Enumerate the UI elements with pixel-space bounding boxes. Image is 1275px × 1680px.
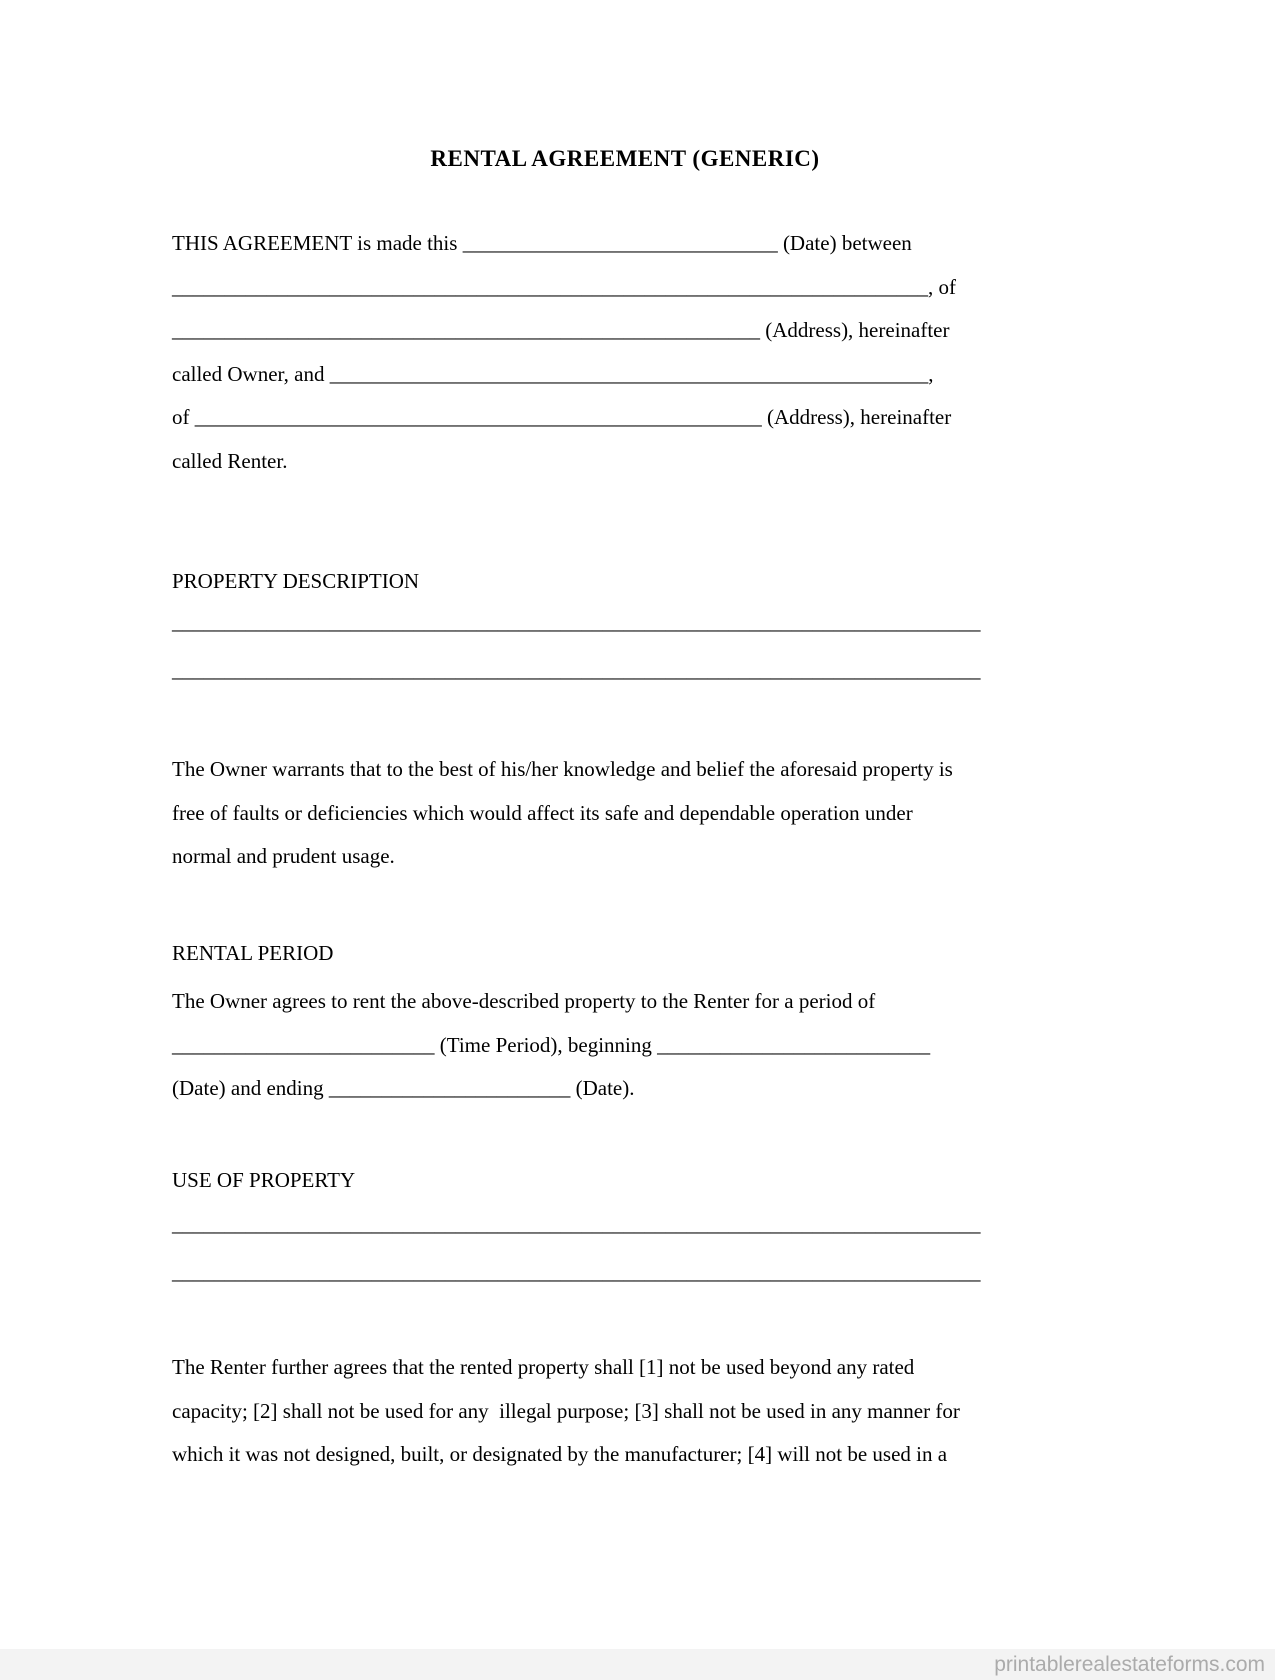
paragraph-line: normal and prudent usage.	[172, 844, 395, 868]
intro-paragraph	[172, 222, 1002, 483]
owner-warrants-paragraph	[172, 748, 1002, 879]
rental-period-paragraph	[172, 980, 1002, 1111]
footer-site-text: printablerealestateforms.com	[994, 1653, 1265, 1676]
property-description-blanks	[172, 598, 1002, 694]
paragraph-line: The Renter further agrees that the rented property shall [1] not be used beyond any rated	[172, 1355, 915, 1379]
document-title: RENTAL AGREEMENT (GENERIC)	[430, 146, 820, 171]
paragraph-line: which it was not designed, built, or designated by the manufacturer; [4] will not be used in a	[172, 1442, 948, 1466]
footer-watermark-strip	[0, 1649, 1275, 1680]
intro-line-date: THIS AGREEMENT is made this ______________________________ (Date) between	[172, 231, 912, 255]
paragraph-line: The Owner agrees to rent the above-described property to the Renter for a period of	[172, 989, 876, 1013]
use-of-property-blanks	[172, 1200, 1002, 1296]
paragraph-line: The Owner warrants that to the best of his/her knowledge and belief the aforesaid property is	[172, 757, 953, 781]
intro-line-owner-name-blank: ________________________________________________________________________, of	[172, 274, 956, 299]
section-heading-use-of-property: USE OF PROPERTY	[172, 1168, 356, 1192]
section-heading-rental-period: RENTAL PERIOD	[172, 941, 334, 965]
paragraph-line: free of faults or deficiencies which would affect its safe and dependable operation under	[172, 800, 913, 825]
intro-line-owner-address-blank: ________________________________________________________ (Address), hereinafter	[172, 318, 950, 342]
fill-in-blank-line: _____________________________________________________________________________	[172, 610, 981, 634]
fill-in-blank-line: _____________________________________________________________________________	[172, 1212, 981, 1236]
fill-in-blank-line: _____________________________________________________________________________	[172, 658, 981, 682]
intro-line-renter-address-blank: of ______________________________________________________ (Address), hereinafter	[172, 405, 952, 429]
rental-period-blank-line: _________________________ (Time Period), beginning __________________________	[172, 1032, 931, 1057]
paragraph-line: capacity; [2] shall not be used for any illegal purpose; [3] shall not be used in any manner for	[172, 1398, 960, 1423]
fill-in-blank-line: _____________________________________________________________________________	[172, 1260, 981, 1284]
intro-line-renter-name-blank: called Owner, and _________________________________________________________,	[172, 361, 934, 386]
section-heading-property-description: PROPERTY DESCRIPTION	[172, 569, 420, 593]
rental-dates-blank-line: (Date) and ending _______________________ (Date).	[172, 1076, 635, 1100]
renter-agrees-paragraph	[172, 1346, 1002, 1477]
intro-line-called-renter: called Renter.	[172, 448, 288, 473]
